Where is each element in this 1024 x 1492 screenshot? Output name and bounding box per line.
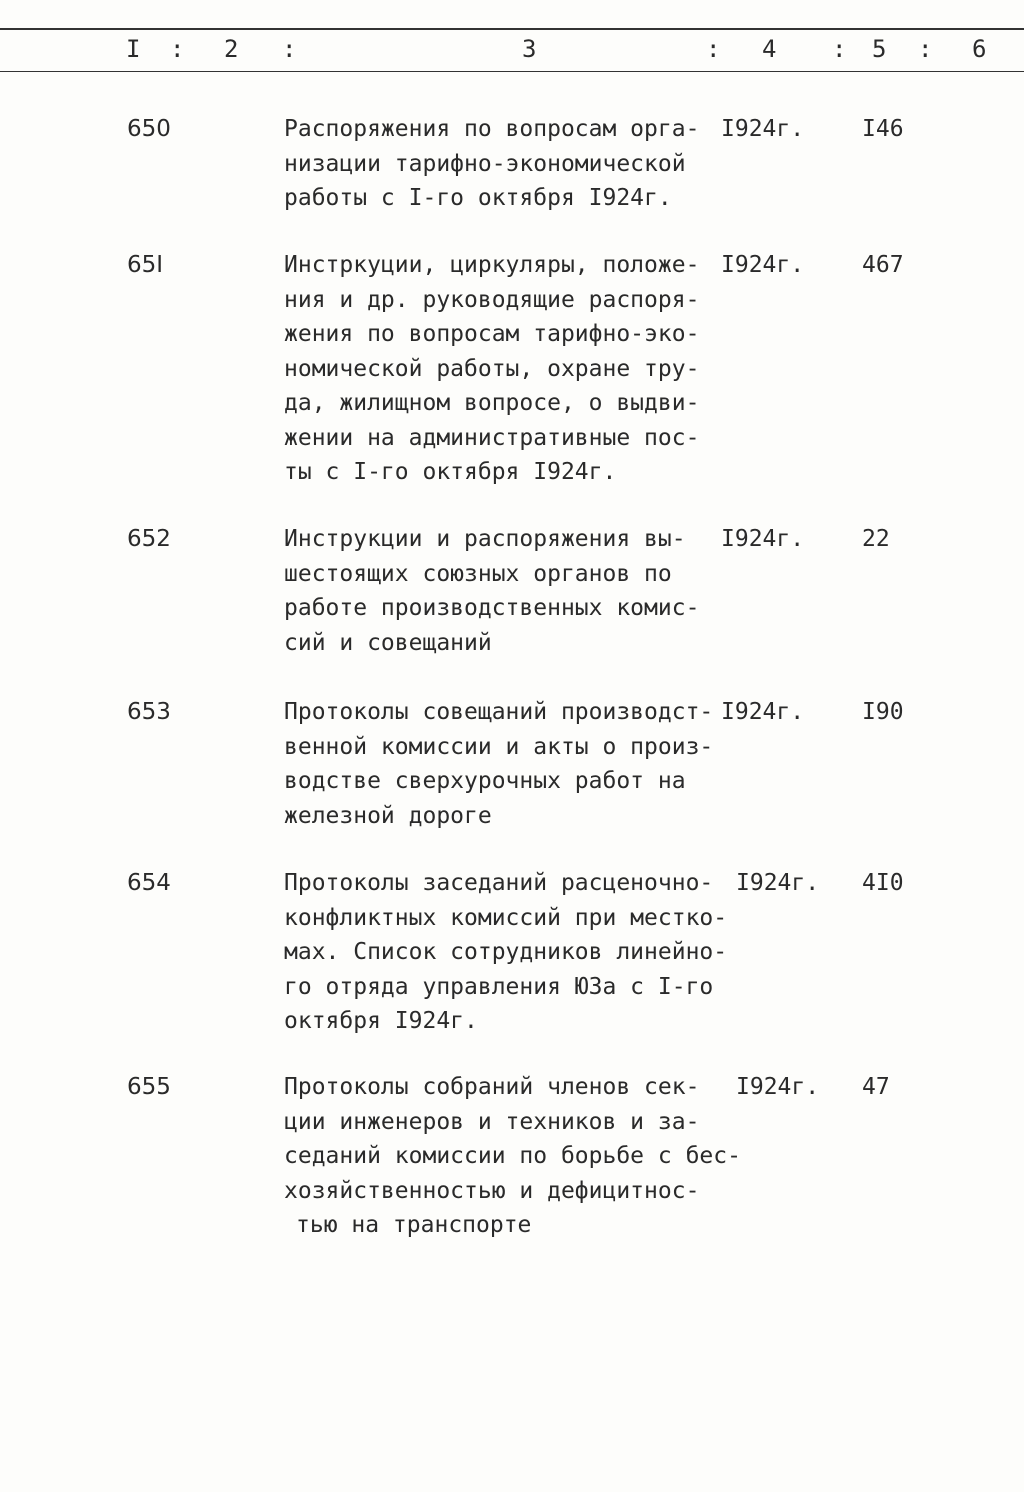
header-separator-4: :: [832, 35, 847, 63]
header-col-5: 5: [872, 35, 887, 63]
entry-number: 65I: [127, 252, 164, 278]
description-line: го отряда управления ЮЗа с I-го: [284, 973, 714, 1000]
header-separator-3: :: [706, 35, 721, 63]
entry-year: I924г.: [721, 116, 805, 142]
entry-year: I924г.: [736, 1074, 820, 1100]
entry-year: I924г.: [721, 252, 805, 278]
entry-description: [284, 866, 754, 1039]
header-col-1: I: [126, 35, 141, 63]
entry-number: 655: [127, 1074, 171, 1100]
header-separator-1: :: [170, 35, 185, 63]
description-line: ции инженеров и техников и за-: [284, 1108, 700, 1135]
description-line: жении на административные пос-: [284, 424, 700, 451]
header-top-rule: [0, 28, 1024, 30]
header-separator-2: :: [282, 35, 297, 63]
entry-description: [284, 1070, 754, 1243]
description-line: сий и совещаний: [284, 629, 492, 656]
description-line: работе производственных комис-: [284, 595, 700, 621]
entry-sheet-count: 4I0: [862, 870, 904, 896]
description-line: хозяйственностью и дефицитнос-: [284, 1177, 700, 1204]
header-col-6: 6: [972, 35, 987, 63]
entry-number: 654: [127, 870, 171, 896]
description-line: ты с I-го октября I924г.: [284, 459, 617, 485]
header-bottom-rule: [0, 71, 1024, 72]
entry-description: [284, 522, 754, 660]
description-line: Распоряжения по вопросам орга-: [284, 116, 700, 142]
description-line: Протоколы собраний членов сек-: [284, 1074, 700, 1100]
entry-sheet-count: 47: [862, 1074, 890, 1100]
header-col-3: 3: [522, 35, 537, 63]
description-line: Инструкции и распоряжения вы-: [284, 526, 686, 552]
header-col-4: 4: [762, 35, 777, 63]
description-line: октября I924г.: [284, 1008, 478, 1034]
description-line: Протоколы заседаний расценочно-: [284, 870, 714, 896]
entry-number: 652: [127, 526, 171, 552]
description-line: водстве сверхурочных работ на: [284, 768, 686, 794]
description-line: тью на транспорте: [296, 1212, 532, 1238]
description-line: Протоколы совещаний производст-: [284, 699, 714, 725]
entry-description: [284, 112, 754, 216]
description-line: номической работы, охране тру-: [284, 355, 700, 382]
description-line: мах. Список сотрудников линейно-: [284, 939, 728, 965]
description-line: ния и др. руководящие распоря-: [284, 286, 700, 313]
description-line: низации тарифно-экономической: [284, 150, 686, 177]
entry-year: I924г.: [736, 870, 820, 896]
description-line: железной дороге: [284, 802, 492, 829]
entry-sheet-count: 22: [862, 526, 890, 552]
description-line: работы с I-го октября I924г.: [284, 185, 672, 211]
description-line: седаний комиссии по борьбе с бес-: [284, 1143, 741, 1169]
header-col-2: 2: [224, 35, 239, 63]
entry-sheet-count: I90: [862, 699, 904, 725]
description-line: шестоящих союзных органов по: [284, 560, 672, 587]
entry-number: 653: [127, 699, 171, 725]
header-separator-5: :: [918, 35, 933, 63]
entry-number: 650: [127, 116, 171, 142]
description-line: Инстркуции, циркуляры, положе-: [284, 252, 700, 278]
entry-sheet-count: 467: [862, 252, 904, 278]
entry-year: I924г.: [721, 699, 805, 725]
description-line: венной комиссии и акты о произ-: [284, 733, 714, 760]
entry-year: I924г.: [721, 526, 805, 552]
entry-description: [284, 695, 754, 833]
entry-sheet-count: I46: [862, 116, 904, 142]
description-line: жения по вопросам тарифно-эко-: [284, 321, 700, 347]
entry-description: [284, 248, 754, 490]
description-line: конфликтных комиссий при местко-: [284, 904, 728, 931]
description-line: да, жилищном вопросе, о выдви-: [284, 390, 700, 416]
